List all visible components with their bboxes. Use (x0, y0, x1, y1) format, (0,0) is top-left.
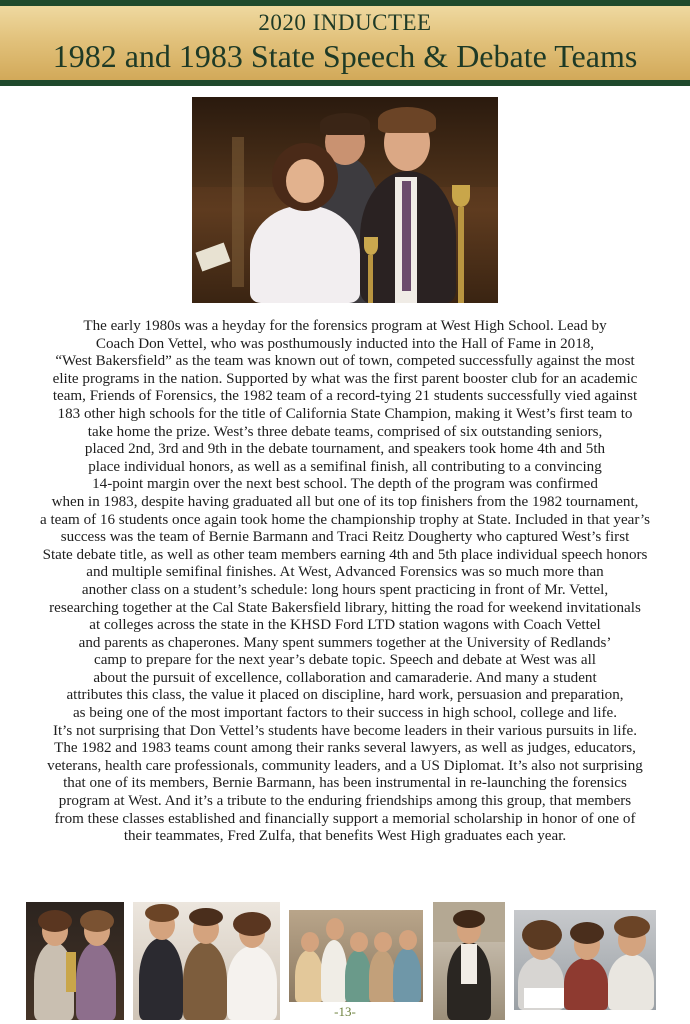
inductee-label: 2020 INDUCTEE (258, 10, 432, 35)
article-line: that one of its members, Bernie Barmann, has been instrumental in re-launching the forensics (63, 775, 627, 792)
article-line: Coach Don Vettel, who was posthumously inducted into the Hall of Fame in 2018, (95, 335, 595, 352)
article-line: their teammates, Fred Zulfa, that benefits West High graduates each year. (123, 828, 567, 845)
article-line: 14-point margin over the next best school. The depth of the program was confirmed (92, 476, 598, 493)
article-line: It’s not surprising that Don Vettel’s students have become leaders in their various pursuits in life. (52, 722, 638, 739)
article-line: at colleges across the state in the KHSD Ford LTD station wagons with Coach Vettel (89, 617, 601, 634)
article-line: when in 1983, despite having graduated all but one of its top finishers from the 1982 tournament, (51, 493, 639, 510)
article-line: The 1982 and 1983 teams count among their ranks several lawyers, as well as judges, educators, (54, 740, 636, 757)
article-line: program at West. And it’s a tribute to the enduring friendships among this group, that members (58, 793, 632, 810)
photo-two-girls-trophies (26, 902, 124, 1020)
article-line: a team of 16 students once again took home the championship trophy at State. Included in that year’s (39, 511, 651, 528)
photo-three-students (133, 902, 280, 1020)
article-line: and multiple semifinal finishes. At West, Advanced Forensics was so much more than (86, 564, 604, 581)
article-line: elite programs in the nation. Supported by what was the first parent booster club for an academic (52, 370, 638, 387)
header-banner (0, 6, 690, 80)
article-line: “West Bakersfield” as the team was known out of town, competed successfully against the most (55, 353, 635, 370)
article-body (10, 318, 680, 846)
article-line: State debate title, as well as other team members earning 4th and 5th place individual speech honors (42, 546, 648, 563)
article-line: team, Friends of Forensics, the 1982 team of a record-tying 21 students successfully vied against (52, 388, 638, 405)
photo-three-friends (514, 910, 656, 1010)
article-line: and parents as chaperones. Many spent summers together at the University of Redlands’ (78, 634, 612, 651)
article-line: success was the team of Bernie Barmann and Traci Reitz Dougherty who captured West’s first (60, 529, 630, 546)
article-line: The early 1980s was a heyday for the forensics program at West High School. Lead by (83, 318, 607, 334)
article-line: 183 other high schools for the title of California State Champion, making it West’s first team to (57, 405, 633, 422)
article-line: attributes this class, the value it placed on discipline, hard work, persuasion and preparation, (66, 687, 624, 704)
article-line: from these classes established and financially support a memorial scholarship in honor of one of (54, 810, 636, 827)
article-line: as being one of the most important factors to their success in high school, college and life. (72, 705, 618, 722)
article-line: camp to prepare for the next year’s debate topic. Speech and debate at West was all (94, 652, 596, 669)
photo-boy-vest (433, 902, 505, 1020)
article-line: about the pursuit of excellence, collaboration and camaraderie. And many a student (93, 669, 597, 686)
article-line: take home the prize. West’s three debate teams, comprised of six outstanding seniors, (87, 423, 603, 440)
photo-group-outdoors (289, 910, 423, 1002)
page-title: 1982 and 1983 State Speech & Debate Teams (52, 38, 638, 74)
article-line: veterans, health care professionals, community leaders, and a US Diplomat. It’s also not surprising (47, 757, 643, 774)
article-line: place individual honors, as well as a semifinal finish, all contributing to a convincing (88, 458, 602, 475)
bottom-border (0, 80, 690, 86)
article-line: researching together at the Cal State Bakersfield library, hitting the road for weekend invitationals (49, 599, 641, 616)
main-team-photo (192, 97, 498, 303)
article-line: placed 2nd, 3rd and 9th in the debate tournament, and speakers took home 4th and 5th (84, 441, 606, 458)
article-line: another class on a student’s schedule: long hours spent practicing in front of Mr. Vettel, (81, 581, 609, 598)
page-number: -13- (334, 1004, 356, 1019)
